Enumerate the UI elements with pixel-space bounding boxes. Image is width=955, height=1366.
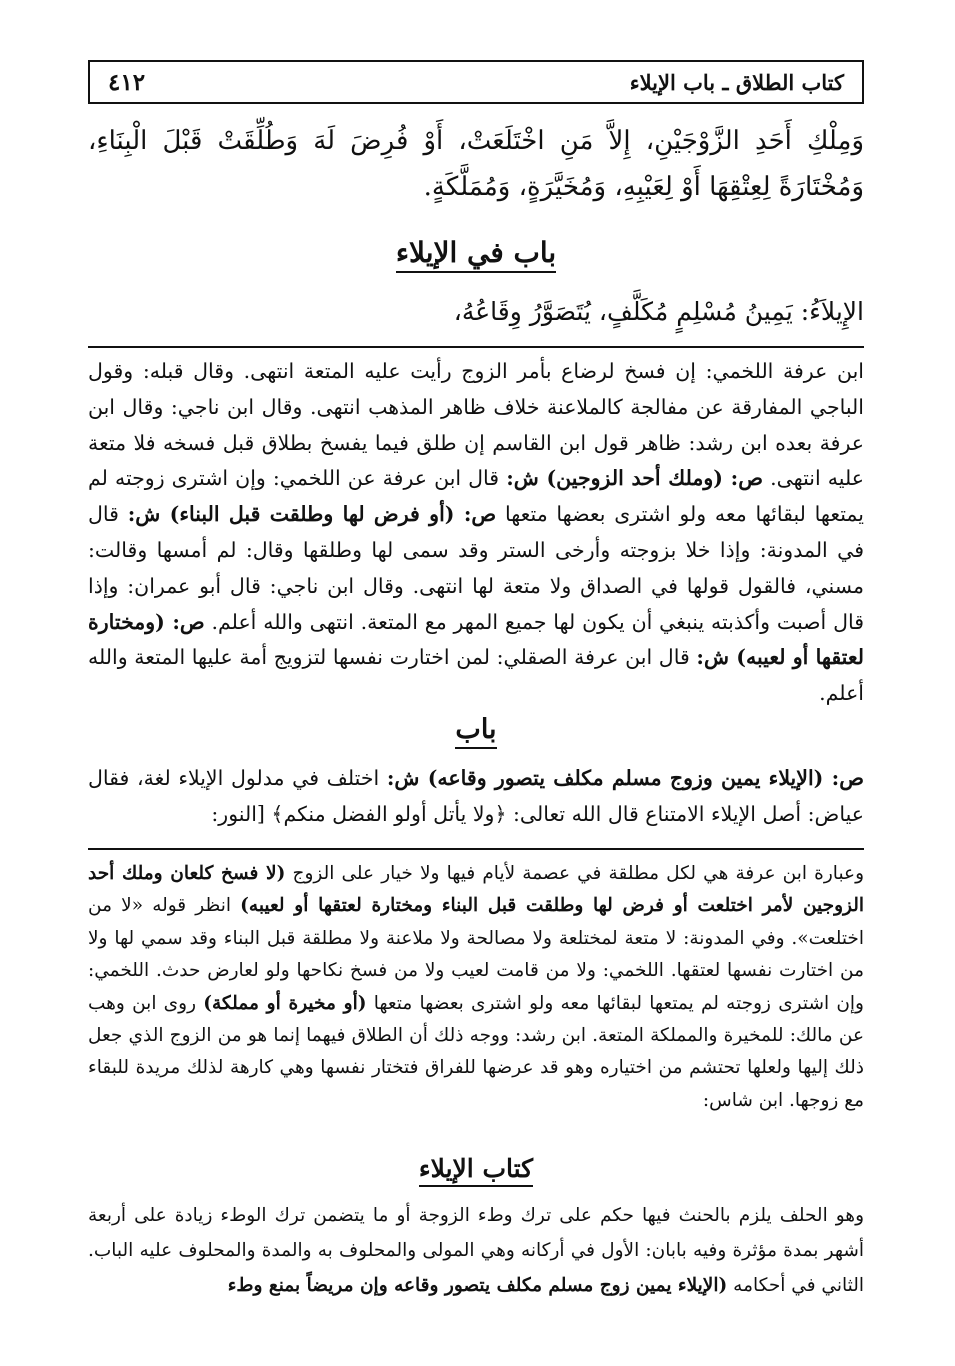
commentary-quote: ص: (وملك أحد الزوجين) ش: — [506, 466, 763, 491]
matn-ila — [88, 292, 864, 332]
commentary-quote: ص: (أو فرض لها وطلقت قبل البناء) ش: — [127, 502, 497, 527]
separator-rule — [88, 848, 864, 850]
matn-text: وَمِلْكِ أَحَدِ الزَّوْجَيْنِ، إِلاَّ مَنِ اخْتَلَعَتْ، أَوْ فُرِضَ لَهَ وَطُلِّقَتْ قَبْلَ الْبِنَاءِ، وَمُخْتَارَةً لِعِتْقِهَا أَوْ لِعَيْبِهِ، وَمُخَيَّرَةٍ، وَمُمَلَّكَةٍ. — [88, 126, 864, 202]
commentary-span: قال ابن عرفة الصقلي: لمن اختارت نفسها لتزويج أمة عليها المتعة والله أعلم. — [88, 645, 864, 706]
notes-paragraph — [88, 1198, 864, 1303]
commentary-paragraph — [88, 354, 864, 712]
commentary-paragraph — [88, 760, 864, 832]
commentary-quote: ص: (الإيلاء يمين وزوج مسلم مكلف يتصور وقاعه) ش: — [386, 766, 864, 790]
separator-rule — [88, 346, 864, 348]
running-title: كتاب الطلاق ـ باب الإيلاء — [629, 69, 844, 95]
notes-span: وهو الحلف يلزم بالحنث فيها حكم على ترك وطء الزوجة أو ما يتضمن ترك الوطء زيادة على أربعة أشهر بمدة مؤثرة وفيه بابان: الأول في أركانه وهي المولى والمحلوف به والمدة والمحلوف عليه الباب. الثاني في أحكامه — [88, 1205, 864, 1296]
notes-block-1 — [88, 858, 864, 1117]
commentary-span: قال في المدونة: وإذا خلا بزوجته وأرخى الستر وقد سمى لها وطلقها وقال: لم أمسها وقالت: مسني، فالقول قولها في الصداق ولا متعة لها انتهى. وقال ابن ناجي: قال أبو عمران: وإذا قال أصبت وأكذبته ينبغي أن يكون لها جميع المهر مع المتعة. انتهى والله أعلم. — [88, 502, 865, 634]
section-title-text: باب — [455, 714, 496, 749]
commentary-block-2 — [88, 760, 864, 832]
notes-paragraph — [88, 858, 864, 1117]
notes-span: انظر قوله «لا من اختلعت». وفي المدونة: لا متعة لمختلعة ولا مصالحة ولا ملاعنة ولا مطلقة قبل البناء وقد سمي لها ولا من اختارت نفسها لعتقها. اللخمي: ولا من قامت لعيب ولا من فسخ نكاحها ولو لعارض حدث. اللخمي: وإن اشترى زوجته لم يمتعها لبقائها معه ولو اشترى بعضها متعها — [88, 895, 864, 1014]
notes-quote: (الإيلاء يمين زوج مسلم مكلف يتصور وقاعه وإن مريضاً بمنع وطء — [227, 1275, 728, 1296]
section-title-text: كتاب الإيلاء — [419, 1154, 533, 1187]
notes-block-2 — [88, 1198, 864, 1303]
matn-continuation — [88, 118, 864, 210]
section-title-kitab-ila — [88, 1154, 864, 1183]
section-title-text: باب في الإيلاء — [396, 236, 556, 273]
commentary-span: قال ابن عرفة عن اللخمي: وإن اشترى زوجته لم يمتعها لبقائها معه ولو اشترى بعضها متعها — [88, 466, 864, 527]
page-number: ٤١٢ — [108, 68, 146, 96]
notes-quote: (أو مخيرة أو مملكة) — [203, 992, 367, 1014]
commentary-span: اختلف في مدلول الإيلاء لغة، فقال عياض: أصل الإيلاء الامتناع قال الله تعالى: ﴿ولا يأتل أولو الفضل منكم﴾ [النور: — [88, 766, 864, 826]
section-title-ila — [88, 236, 864, 269]
notes-span: وعبارة ابن عرفة هي لكل مطلقة في عصمة لأيام فيها ولا خيار على الزوج — [285, 863, 864, 884]
notes-quote: (لا فسخ كلعان وملك أحد الزوجين لأمر اختلعت أو فرض لها وطلقت قبل البناء ومختارة لعتقها أو لعيبه) — [88, 863, 864, 917]
matn-ila-text: الإِيلاَءُ: يَمِينُ مُسْلِمٍ مُكَلَّفٍ، يُتَصَوَّرُ وِقَاعُهُ، — [453, 297, 864, 326]
commentary-span: ابن عرفة اللخمي: إن فسخ لرضاع بأمر الزوج رأيت عليه المتعة انتهى. وقال قبله: وقول الباجي المفارقة عن مفالجة كالملاعنة خلاف ظاهر المذهب انتهى. وقال ابن ناجي: وقال ابن عرفة بعده ابن رشد: ظاهر قول ابن القاسم إن طلق فيما يفسخ بطلاق قبل فسخه فلا متعة عليه انتهى. — [88, 359, 864, 491]
notes-span: روى ابن وهب عن مالك: للمخيرة والمملكة المتعة. ابن رشد: ووجه ذلك أن الطلاق فيهما إنما هو من الزوج الذي جعل ذلك إليها ولعلها تحتشم من اختياره وهو قد عرضها للفراق فتختار نفسها وهي كارهة لذلك مريدة للبقاء مع زوجها. ابن شاس: — [88, 992, 864, 1111]
page-header — [88, 60, 864, 104]
section-title-bab — [88, 714, 864, 745]
commentary-block-1 — [88, 354, 864, 712]
commentary-quote: ص: (ومختارة لعتقها أو لعيبه) ش: — [88, 609, 865, 670]
